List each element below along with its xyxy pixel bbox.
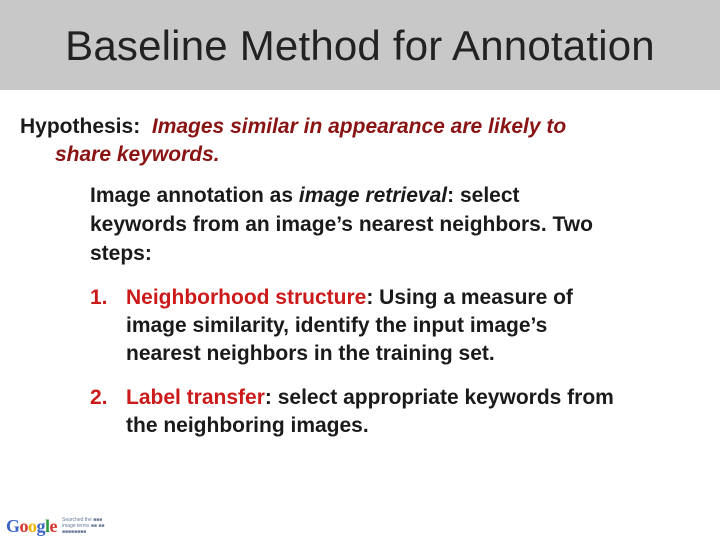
paragraph-emphasis: image retrieval — [298, 184, 448, 207]
step-number: 2. — [90, 386, 108, 409]
step-item — [90, 384, 700, 440]
hypothesis-text-continued: share keywords. — [55, 143, 220, 166]
step-number: 1. — [90, 286, 108, 309]
paragraph-line-2: keywords from an image’s nearest neighbors. Two — [90, 213, 593, 236]
step-heading: Label transfer — [126, 386, 265, 409]
paragraph-text-after: : select — [447, 184, 520, 207]
step-item — [90, 284, 700, 368]
hypothesis — [20, 113, 700, 169]
hypothesis-text: Images similar in appearance are likely to — [151, 115, 567, 138]
step-heading: Neighborhood structure — [126, 286, 367, 309]
google-logo — [6, 514, 116, 540]
slide-title: Baseline Method for Annotation — [65, 22, 655, 69]
hypothesis-label: Hypothesis: — [20, 115, 141, 138]
step-text: : Using a measure of — [366, 286, 573, 309]
step-text-line-3: nearest neighbors in the training set. — [126, 342, 495, 365]
paragraph-line-3: steps: — [90, 242, 152, 265]
logo-tagline: Searched the ■■■ image terms ■■ ■■ ■■■■■■■■ — [62, 517, 105, 535]
annotation-paragraph — [90, 181, 700, 268]
step-text-line-2: image similarity, identify the input image’s — [126, 314, 548, 337]
google-wordmark: Google — [6, 516, 58, 536]
step-text-line-2: the neighboring images. — [126, 414, 369, 437]
paragraph-text: Image annotation as — [90, 184, 299, 207]
step-text: : select appropriate keywords from — [264, 386, 614, 409]
